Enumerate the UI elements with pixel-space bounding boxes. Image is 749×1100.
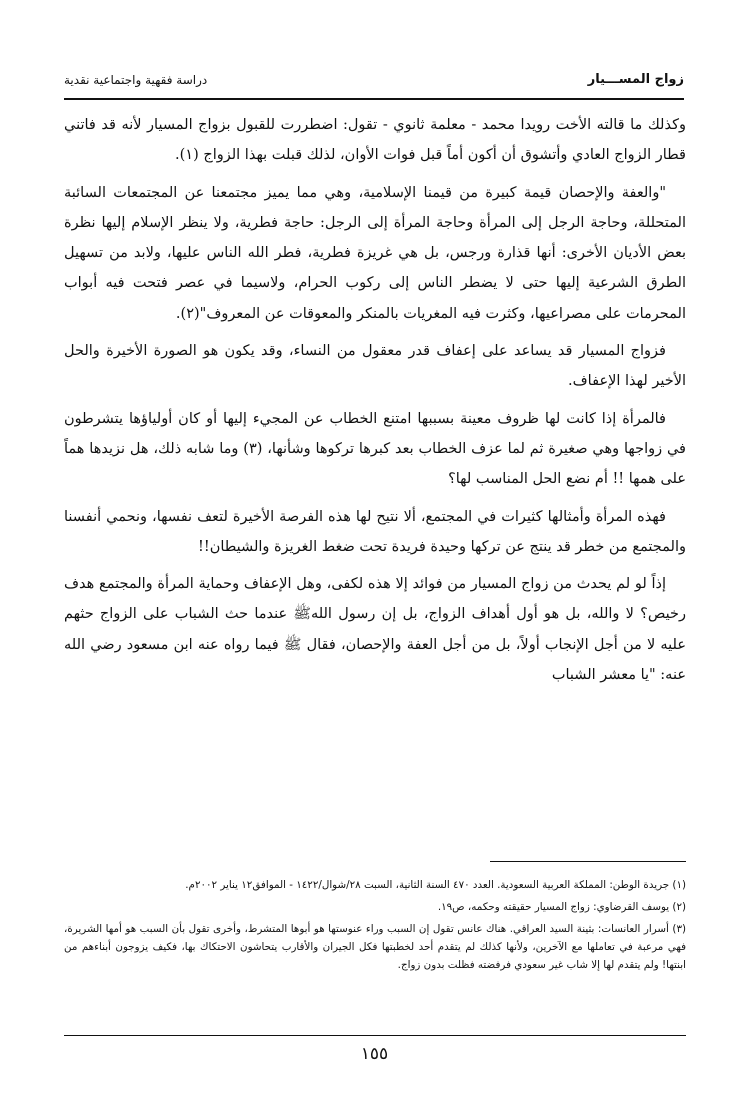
footnote: (٢) يوسف القرضاوي: زواج المسيار حقيقته وحكمه، ص١٩.	[437, 901, 686, 913]
paragraph: فالمرأة إذا كانت لها ظروف معينة بسببها امتنع الخطاب عن المجيء إليها أو كان أولياؤها يتشرطون في زواجها وهي صغيرة ثم لما عزف الخطاب بعد كبرها تركوها وشأنها، (٣) وما شابه ذلك، هل نزيدها هماً على همها !! أم نضع الحل المناسب لها؟	[64, 410, 686, 488]
footnote-separator	[490, 861, 686, 862]
header-book-subtitle: دراسة فقهية واجتماعية نقدية	[64, 73, 208, 87]
paragraph: فزواج المسيار قد يساعد على إعفاف قدر معقول من النساء، وقد يكون هو الصورة الأخيرة والحل الأخير لهذا الإعفاف.	[64, 343, 686, 390]
footer-rule	[64, 1035, 686, 1036]
header-book-title: زواج المســـيار	[587, 72, 684, 87]
running-header	[64, 72, 684, 100]
paragraph: "والعفة والإحصان قيمة كبيرة من قيمنا الإسلامية، وهي مما يميز مجتمعنا عن المجتمعات السائبة المتحللة، وحاجة الرجل إلى المرأة وحاجة المرأة إلى الرجل: حاجة فطرية، ولا ينظر الإسلام إليها نظرة بعض الأديان الأخرى: أنها قذارة ورجس، بل هي غريزة فطرية، فطر الله الناس عليها، ولابد من تسهيل الطرق الشرعية إليها حتى لا يضطر الناس إلى ركوب الحرام، ولاسيما في عصر فتحت فيه أبواب المحرمات على مصراعيها، وكثرت فيه المغريات بالمنكر والمعوقات عن المعروف"(٢).	[64, 184, 686, 322]
footnote: (١) جريدة الوطن: المملكة العربية السعودية. العدد ٤٧٠ السنة الثانية، السبت ٢٨/شوال/١٤٢٢ - الموافق١٢ يناير ٢٠٠٢م.	[185, 879, 686, 891]
footnote: (٣) أسرار العانسات: بثينة السيد العراقي. هناك عانس تقول إن السبب وراء عنوستها هو أبوها المتشرط، وأخرى تقول بأن السبب هو أمها الشريرة، فهي مرعبة في تعاملها مع الآخرين، ولأنها كذلك لم يتقدم أحد لخطبتها فكل الجيران والأقارب يتحاشون الاحتكاك بها، فكيف يزوجون أبناءهم من ابنتها! ولم يتقدم لها إلا شاب غير سعودي فرفضته فظلت بدون زواج.	[64, 923, 686, 971]
paragraph: وكذلك ما قالته الأخت رويدا محمد - معلمة ثانوي - تقول: اضطررت للقبول بزواج المسيار لأنه قد فاتني قطار الزواج العادي وأتشوق أن أكون أماً قبل فوات الأوان، لذلك قبلت بهذا الزواج (١).	[64, 117, 686, 164]
paragraph: إذاً لو لم يحدث من زواج المسيار من فوائد إلا هذه لكفى، وهل الإعفاف وحماية المرأة والمجتمع هدف رخيص؟ لا والله، بل هو أول أهداف الزواج، بل إن رسول اللهﷺ عندما حث الشباب على الزواج حثهم عليه لا من أجل الإنجاب أولاً، بل من أجل العفة والإحصان، فقال ﷺ فيما رواه عنه ابن مسعود رضي الله عنه: "يا معشر الشباب	[64, 576, 686, 684]
footnotes	[64, 876, 686, 1016]
main-text	[64, 110, 686, 855]
page-number: ١٥٥	[360, 1044, 389, 1064]
paragraph: فهذه المرأة وأمثالها كثيرات في المجتمع، ألا نتيح لها هذه الفرصة الأخيرة لتعف نفسها، ونحمي أنفسنا والمجتمع من خطر قد ينتج عن تركها وحيدة فريدة تحت ضغط الغريزة والشيطان!!	[64, 508, 686, 555]
